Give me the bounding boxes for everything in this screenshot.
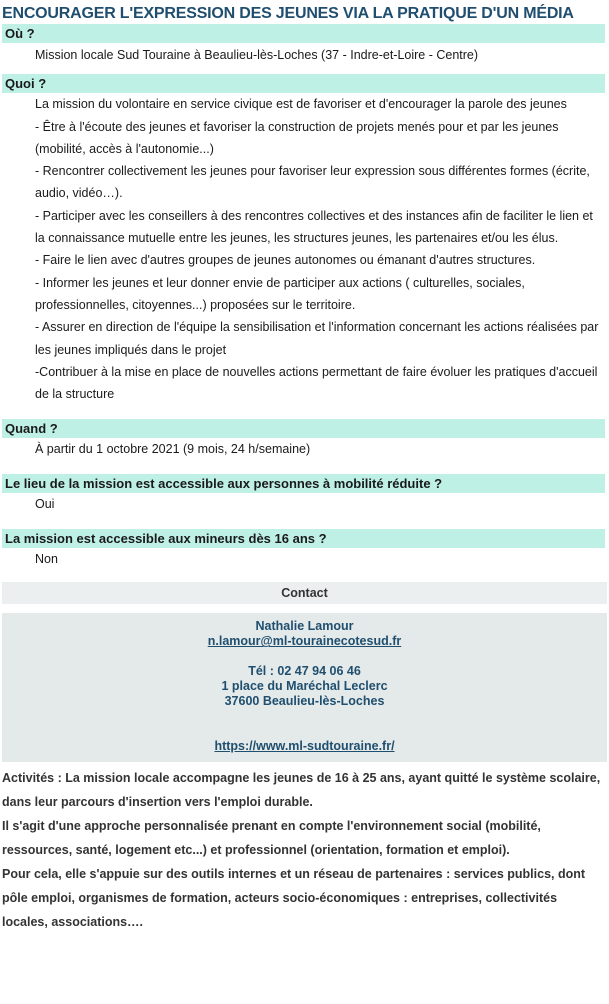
section-body-quand xyxy=(0,438,609,460)
description-line: - Être à l'écoute des jeunes et favoriser la construction de projets menés pour et par les jeunes (mobilité, accès à l'autonomie...) xyxy=(35,119,559,156)
date-text: À partir du 1 octobre 2021 (9 mois, 24 h/semaine) xyxy=(35,442,311,457)
activities-paragraph: Il s'agit d'une approche personnalisée prenant en compte l'environnement social (mobilité, ressources, santé, logement etc...) et professionnel (orientation, formation et emploi). xyxy=(2,819,541,858)
section-header-mineurs: La mission est accessible aux mineurs dès 16 ans ? xyxy=(2,529,605,548)
description-line: - Rencontrer collectivement les jeunes pour favoriser leur expression sous différentes formes (écrite, audio, vidéo…). xyxy=(35,164,590,201)
contact-box xyxy=(2,613,607,762)
mobilite-value: Oui xyxy=(35,496,55,511)
activities-section xyxy=(0,762,609,934)
contact-address-line1: 1 place du Maréchal Leclerc xyxy=(221,679,388,694)
description-line: La mission du volontaire en service civique est de favoriser et d'encourager la parole des jeunes xyxy=(35,97,567,112)
section-body-quoi xyxy=(0,93,609,405)
section-header-quand: Quand ? xyxy=(2,419,605,438)
section-body-mobilite xyxy=(0,493,609,515)
page-title: ENCOURAGER L'EXPRESSION DES JEUNES VIA LA PRATIQUE D'UN MÉDIA xyxy=(2,5,574,22)
description-line: - Participer avec les conseillers à des rencontres collectives et des instances afin de faciliter le lien et la connaissance mutuelle entre les jeunes, les structures jeunes, les partenaires et/ou les élus. xyxy=(35,208,593,246)
location-text: Mission locale Sud Touraine à Beaulieu-lès-Loches (37 - Indre-et-Loire - Centre) xyxy=(35,48,479,62)
mineurs-value: Non xyxy=(35,552,58,567)
activities-paragraph: Pour cela, elle s'appuie sur des outils internes et un réseau de partenaires : services publics, dont pôle emploi, organismes de formation, acteurs socio-économiques : entreprises, collectivités locales, associations…. xyxy=(2,867,586,930)
contact-phone: Tél : 02 47 94 06 46 xyxy=(248,664,361,679)
description-line: -Contribuer à la mise en place de nouvelles actions permettant de faire évoluer les pratiques d'accueil de la structure xyxy=(35,364,598,402)
description-line: - Informer les jeunes et leur donner envie de participer aux actions ( culturelles, sociales, professionnelles, citoyennes...) proposées sur le territoire. xyxy=(35,275,525,312)
contact-website-link[interactable]: https://www.ml-sudtouraine.fr/ xyxy=(214,739,395,754)
description-line: - Assurer en direction de l'équipe la sensibilisation et l'information concernant les actions réalisées par les jeunes impliqués dans le projet xyxy=(35,320,599,357)
contact-address-line2: 37600 Beaulieu-lès-Loches xyxy=(224,694,385,709)
section-header-quoi: Quoi ? xyxy=(2,74,605,93)
description-line: - Faire le lien avec d'autres groupes de jeunes autonomes ou émanant d'autres structures. xyxy=(35,253,536,268)
contact-header: Contact xyxy=(2,582,607,604)
section-body-mineurs xyxy=(0,548,609,570)
contact-name: Nathalie Lamour xyxy=(255,619,354,634)
section-header-ou: Où ? xyxy=(2,24,605,43)
activities-paragraph: Activités : La mission locale accompagne les jeunes de 16 à 25 ans, ayant quitté le système scolaire, dans leur parcours d'insertion vers l'emploi durable. xyxy=(2,771,601,810)
contact-email-link[interactable]: n.lamour@ml-tourainecotesud.fr xyxy=(207,634,402,649)
section-body-ou xyxy=(0,43,609,66)
section-header-mobilite: Le lieu de la mission est accessible aux personnes à mobilité réduite ? xyxy=(2,474,605,493)
